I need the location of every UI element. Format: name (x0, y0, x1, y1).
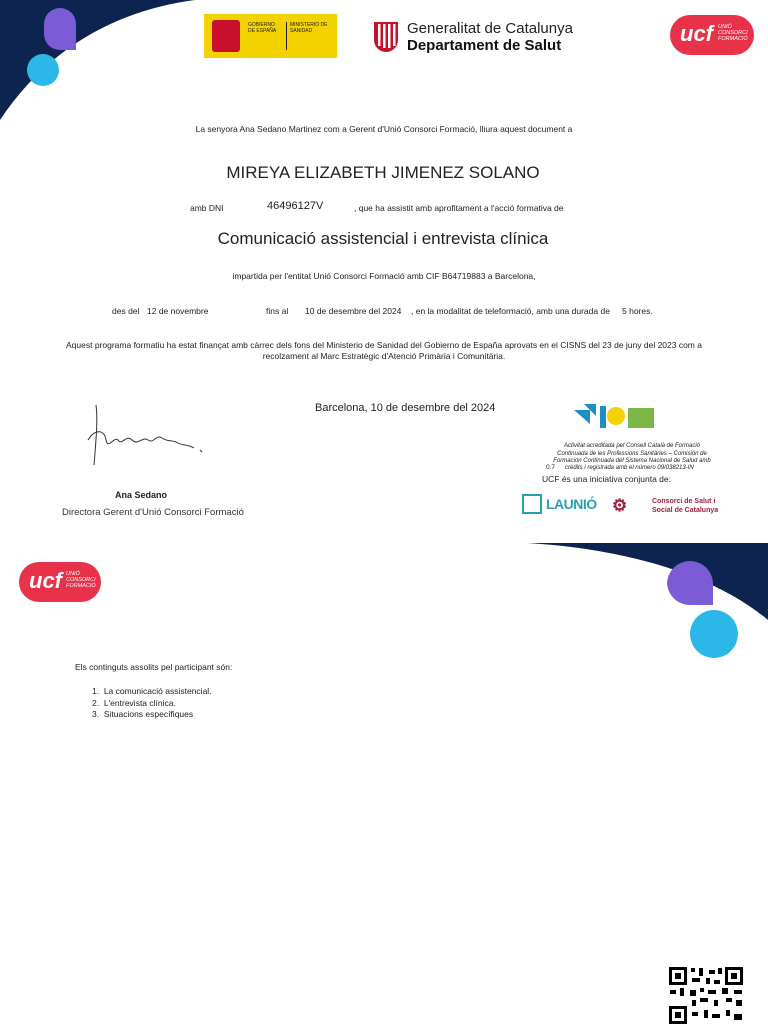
contents-list (92, 686, 212, 721)
generalitat-emblem-icon (372, 20, 400, 52)
place-date: Barcelona, 10 de desembre del 2024 (315, 402, 496, 414)
dni-label: amb DNI (190, 203, 224, 213)
contents-heading: Els continguts assolits pel participant són: (75, 662, 233, 672)
signer-name: Ana Sedano (115, 490, 168, 500)
funding-line1: Aquest programa formatiu ha estat finançat amb càrrec dels fons del Ministerio de Sanidad del Gobierno de España aprovats en el CISNS del 23 de juny del 2023 com a (66, 340, 702, 350)
dates-suffix: , en la modalitat de teleformació, amb una durada de (411, 306, 610, 316)
launio-logo (522, 492, 604, 518)
list-item: 3. Situacions específiques (92, 709, 194, 719)
accreditation-number: crèdits i registrada amb el número 09/038213-IN (565, 465, 694, 471)
ucf-logo: ucf UNIÓ CONSORCI FORMACIÓ (670, 15, 754, 55)
dni-suffix: , que ha assistit amb aprofitament a l'acció formativa de (354, 203, 564, 213)
launio-icon (522, 494, 542, 514)
corner-swoosh-top-left (0, 0, 200, 140)
date-from: 12 de novembre (147, 306, 209, 316)
coat-of-arms-icon (212, 20, 240, 52)
duration: 5 hores. (622, 306, 653, 316)
dates-to-label: fins al (266, 306, 289, 316)
list-item: 2. L'entrevista clínica. (92, 697, 176, 708)
corner-swoosh-right (520, 540, 768, 670)
imparted-by: impartida per l'entitat Unió Consorci Formació amb CIF B64719883 a Barcelona, (232, 271, 536, 281)
ccfcps-accreditation-logo (572, 402, 656, 432)
funding-line2: recolzament al Marc Estratègic d'Atenció Primària i Comunitària. (262, 351, 506, 361)
dates-from-label: des del (112, 306, 140, 316)
course-title: Comunicació assistencial i entrevista clínica (217, 229, 549, 248)
gov-logo-line2: MINISTERIO DE SANIDAD (290, 22, 328, 34)
handwritten-signature (84, 400, 214, 470)
dni-value: 46496127V (267, 200, 324, 212)
gov-logo-line1: GOBIERNO DE ESPAÑA (248, 22, 277, 34)
qr-code (668, 966, 744, 1024)
signer-role: Directora Gerent d'Unió Consorci Formació (62, 507, 244, 518)
initiative-text: UCF és una iniciativa conjunta de: (542, 474, 671, 484)
ucf-logo-page2: ucf UNIÓ CONSORCI FORMACIÓ (19, 562, 101, 602)
recipient-name: MIREYA ELIZABETH JIMENEZ SOLANO (226, 163, 540, 182)
accreditation-credits: 0.7 (546, 464, 556, 471)
certificate-intro: La senyora Ana Sedano Martinez com a Gerent d'Unió Consorci Formació, lliura aquest document a (195, 124, 573, 134)
departament-name: Departament de Salut (407, 37, 562, 54)
gobierno-espana-logo (204, 14, 337, 58)
csc-logo: ⚙ Consorci de Salut i Social de Catalunya (612, 496, 719, 515)
csc-icon: ⚙ (612, 496, 628, 515)
date-to: 10 de desembre del 2024 (305, 306, 402, 316)
accreditation-text: Activitat acreditada pel Consell Català de Formació Continuada de les Professions Sanitàries – Comisión de Formación Continuada del Sistema Nacional de Salud amb (553, 443, 711, 464)
generalitat-name: Generalitat de Catalunya (407, 20, 573, 37)
generalitat-logo (372, 18, 582, 56)
launio-text: LAUNIÓ (546, 496, 597, 512)
ucf-logo-brand: ucf (680, 21, 713, 46)
list-item: 1. La comunicació assistencial. (92, 686, 212, 696)
